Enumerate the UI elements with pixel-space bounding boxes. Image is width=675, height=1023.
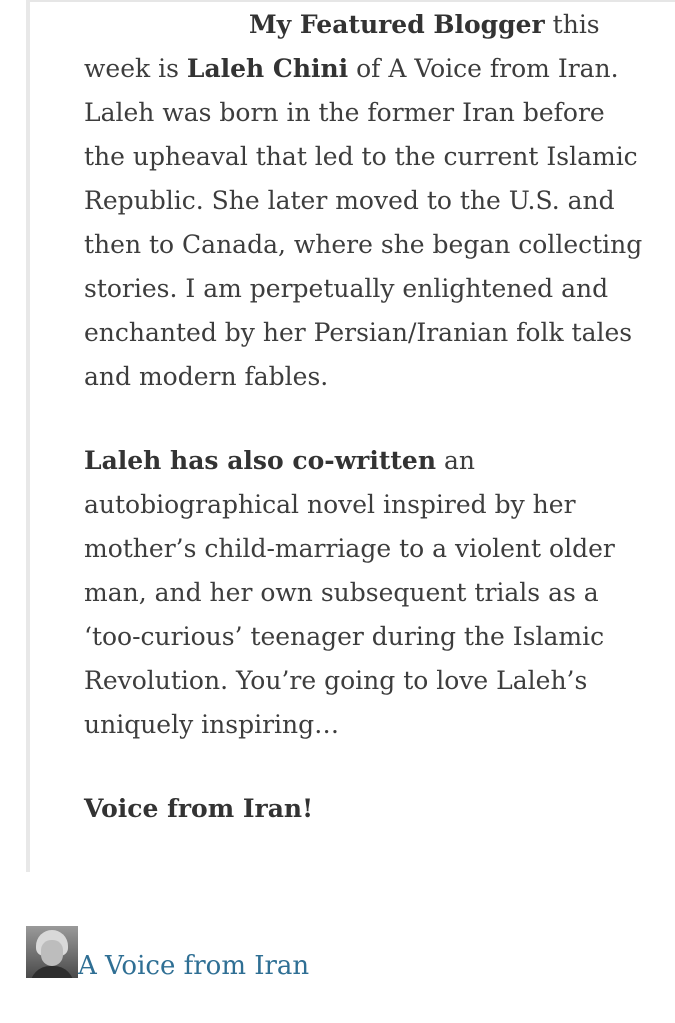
featured-blogger-heading: My Featured Blogger	[249, 10, 545, 39]
closing-paragraph	[84, 787, 644, 831]
blockquote-excerpt	[84, 3, 644, 831]
blogger-name: Laleh Chini	[186, 54, 349, 83]
co-written-heading: Laleh has also co-written	[84, 446, 437, 475]
intro-paragraph	[84, 3, 644, 399]
closing-heading: Voice from Iran!	[84, 794, 314, 823]
avatar-face-shape	[41, 940, 63, 966]
novel-paragraph	[84, 439, 644, 747]
blog-link-label[interactable]: A Voice from Iran	[78, 951, 310, 981]
top-divider	[30, 0, 675, 2]
blockquote-bar	[26, 0, 30, 872]
novel-text: an autobiographical novel inspired by her mother’s child-marriage to a violent older man, and her own subsequent trials as a ‘too-curious’ teenager during the Islamic Revolution. You’re going to love Laleh’s uniquely inspiring…	[84, 446, 615, 739]
intro-text-1: this week is	[84, 10, 600, 83]
blog-link[interactable]	[26, 926, 310, 981]
avatar-shoulders-shape	[30, 966, 74, 978]
author-avatar[interactable]	[26, 926, 78, 978]
intro-text-2: of A Voice from Iran. Laleh was born in the former Iran before the upheaval that led to the current Islamic Republic. She later moved to the U.S. and then to Canada, where she began collecting stories. I am perpetually enlightened and enchanted by her Persian/Iranian folk tales and modern fables.	[84, 54, 643, 391]
